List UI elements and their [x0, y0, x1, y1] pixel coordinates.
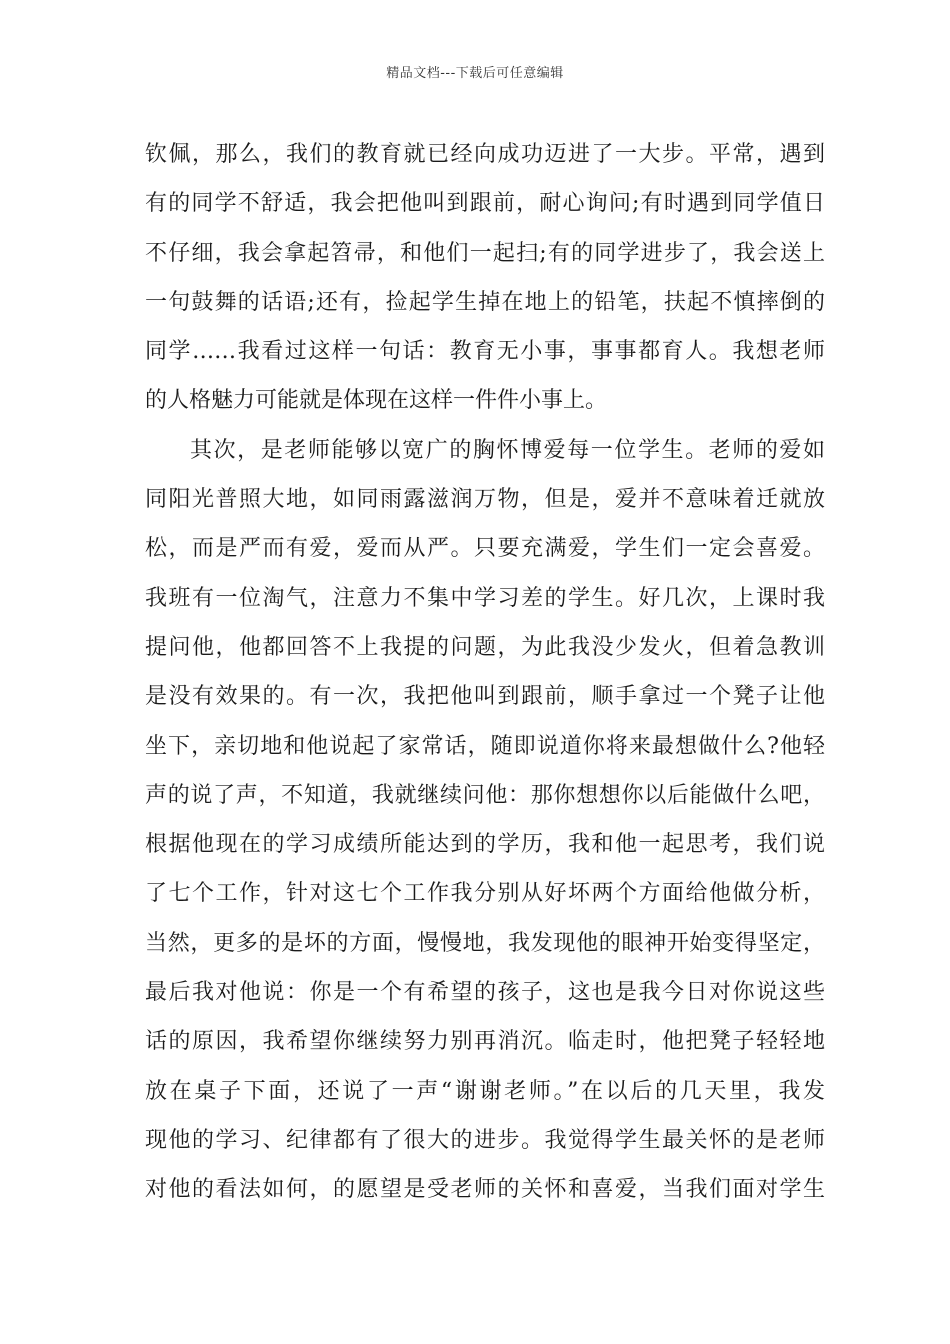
text-line: 当然，更多的是坏的方面，慢慢地，我发现他的眼神开始变得坚定，	[145, 930, 825, 956]
text-line: 不仔细，我会拿起笤帚，和他们一起扫;有的同学进步了，我会送上	[145, 240, 825, 266]
text-line: 同学……我看过这样一句话：教育无小事，事事都育人。我想老师	[145, 339, 825, 365]
text-line: 现他的学习、纪律都有了很大的进步。我觉得学生最关怀的是老师	[145, 1127, 825, 1153]
text-line: 坐下，亲切地和他说起了家常话，随即说道你将来最想做什么?他轻	[145, 733, 825, 759]
text-line: 提问他，他都回答不上我提的问题，为此我没少发火，但着急教训	[145, 634, 825, 660]
text-line: 放在桌子下面，还说了一声“谢谢老师。”在以后的几天里，我发	[145, 1078, 825, 1104]
text-line: 松，而是严而有爱，爱而从严。只要充满爱，学生们一定会喜爱。	[145, 536, 825, 562]
document-body	[145, 130, 825, 1215]
text-line: 最后我对他说：你是一个有希望的孩子，这也是我今日对你说这些	[145, 980, 825, 1006]
text-line: 对他的看法如何，的愿望是受老师的关怀和喜爱，当我们面对学生	[145, 1177, 825, 1203]
text-line: 根据他现在的学习成绩所能达到的学历，我和他一起思考，我们说	[145, 832, 825, 858]
text-line: 有的同学不舒适，我会把他叫到跟前，耐心询问;有时遇到同学值日	[145, 191, 825, 217]
text-line: 声的说了声，不知道，我就继续问他：那你想想你以后能做什么吧，	[145, 782, 825, 808]
text-line: 了七个工作，针对这七个工作我分别从好坏两个方面给他做分析，	[145, 881, 825, 907]
text-line: 我班有一位淘气，注意力不集中学习差的学生。好几次，上课时我	[145, 585, 825, 611]
page-header: 精品文档---下载后可任意编辑	[386, 66, 564, 81]
text-line: 话的原因，我希望你继续努力别再消沉。临走时，他把凳子轻轻地	[145, 1029, 825, 1055]
text-line: 一句鼓舞的话语;还有，捡起学生掉在地上的铅笔，扶起不慎摔倒的	[145, 289, 825, 315]
text-line: 同阳光普照大地，如同雨露滋润万物，但是，爱并不意味着迁就放	[145, 487, 825, 513]
text-line: 是没有效果的。有一次，我把他叫到跟前，顺手拿过一个凳子让他	[145, 684, 825, 710]
text-line: 钦佩，那么，我们的教育就已经向成功迈进了一大步。平常，遇到	[145, 142, 825, 167]
paragraph-start-line: 其次，是老师能够以宽广的胸怀博爱每一位学生。老师的爱如	[190, 437, 825, 463]
text-line: 的人格魅力可能就是体现在这样一件件小事上。	[145, 388, 608, 414]
